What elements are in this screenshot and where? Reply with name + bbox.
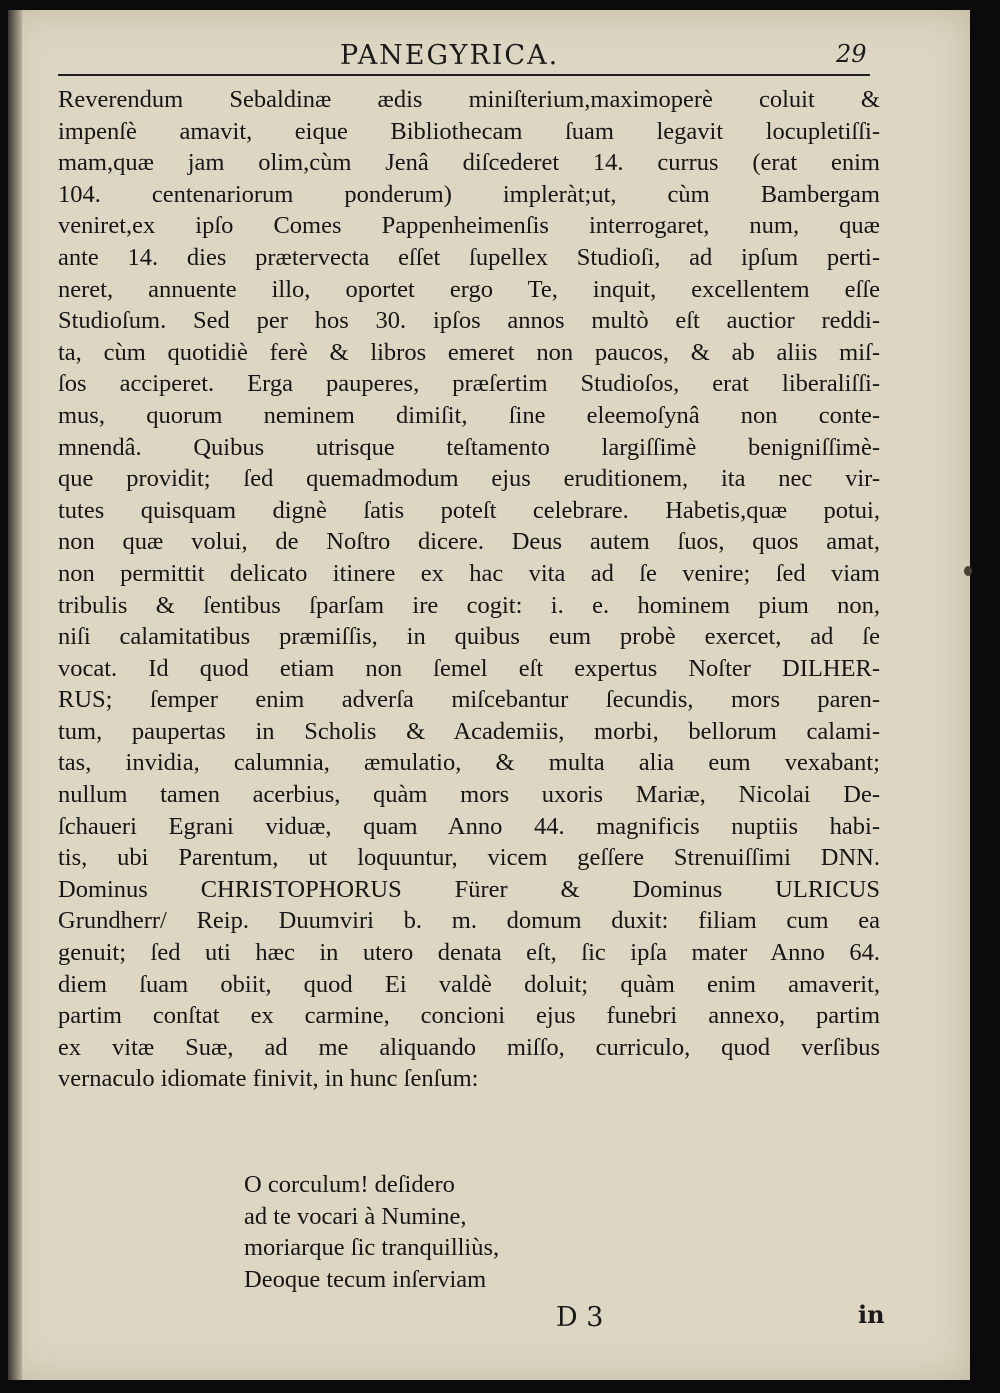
binding-gutter: [8, 10, 22, 1380]
text-line: ex vitæ Suæ, ad me aliquando miſſo, curriculo, quod verſibus: [58, 1033, 880, 1061]
poem-line: moriarque ſic tranquilliùs,: [244, 1234, 500, 1261]
text-line: tas, invidia, calumnia, æmulatio, & multa alia eum vexabant;: [58, 749, 880, 777]
poem-line: ad te vocari à Numine,: [244, 1202, 467, 1230]
poem-line: O corculum! deſidero: [244, 1171, 455, 1198]
text-line: mus, quorum neminem dimiſit, ſine eleemoſynâ non conte-: [58, 401, 880, 429]
text-line: partim conſtat ex carmine, concioni ejus funebri annexo, partim: [58, 1002, 880, 1030]
text-line: vocat. Id quod etiam non ſemel eſt expertus Noſter DILHER-: [58, 654, 880, 682]
text-line: mam,quæ jam olim,cùm Jenâ diſcederet 14. currus (erat enim: [58, 149, 880, 177]
text-line: nullum tamen acerbius, quàm mors uxoris Mariæ, Nicolai De-: [58, 781, 880, 809]
text-line: niſi calamitatibus præmiſſis, in quibus eum probè exercet, ad ſe: [58, 623, 880, 651]
poem-verse: [244, 1169, 764, 1295]
text-line: genuit; ſed uti hæc in utero denata eſt, ſic ipſa mater Anno 64.: [58, 939, 880, 967]
text-line: vernaculo idiomate finivit, in hunc ſenſum:: [58, 1065, 479, 1093]
text-line: 104. centenariorum ponderum) impleràt;ut, cùm Bambergam: [58, 180, 880, 208]
text-line: non quæ volui, de Noſtro dicere. Deus autem ſuos, quos amat,: [58, 528, 880, 556]
text-line: ſos acciperet. Erga pauperes, præſertim Studioſos, erat liberaliſſi-: [58, 370, 880, 398]
text-line: veniret,ex ipſo Comes Pappenheimenſis interrogaret, num, quæ: [58, 212, 880, 240]
signature-mark: D 3: [556, 1302, 604, 1333]
text-line: tum, paupertas in Scholis & Academiis, morbi, bellorum calami-: [58, 717, 880, 745]
text-line: tribulis & ſentibus ſparſam ire cogit: i. e. hominem pium non,: [58, 591, 880, 619]
text-line: ta, cùm quotidiè ferè & libros emeret non paucos, & ab aliis miſ-: [58, 338, 880, 366]
text-line: diem ſuam obiit, quod Ei valdè doluit; quàm enim amaverit,: [58, 970, 880, 998]
text-line: ſchaueri Egrani viduæ, quam Anno 44. magnificis nuptiis habi-: [58, 812, 880, 840]
text-line: tis, ubi Parentum, ut loquuntur, vicem geſſere Strenuiſſimi DNN.: [58, 844, 880, 872]
text-line: neret, annuente illo, oportet ergo Te, inquit, excellentem eſſe: [58, 275, 880, 303]
running-head: [0, 34, 1000, 74]
text-line: impenſè amavit, eique Bibliothecam ſuam legavit locupletiſſi-: [58, 117, 880, 145]
text-line: Studioſum. Sed per hos 30. ipſos annos multò eſt auctior reddi-: [58, 307, 880, 335]
body-text: [58, 84, 880, 1095]
header-rule: [58, 74, 870, 76]
text-line: tutes quisquam dignè ſatis poteſt celebrare. Habetis,quæ potui,: [58, 496, 880, 524]
text-line: Grundherr/ Reip. Duumviri b. m. domum duxit: filiam cum ea: [58, 907, 880, 935]
page-number: 29: [836, 40, 867, 68]
text-line: mnendâ. Quibus utrisque teſtamento largiſſimè benigniſſimè-: [58, 433, 880, 461]
text-line: RUS; ſemper enim adverſa miſcebantur ſecundis, mors paren-: [58, 686, 880, 714]
poem-line: Deoque tecum inſerviam: [244, 1265, 487, 1293]
text-line: Dominus CHRISTOPHORUS Fürer & Dominus ULRICUS: [58, 875, 880, 903]
catchword: in: [858, 1300, 885, 1329]
text-line: que providit; ſed quemadmodum ejus eruditionem, ita nec vir-: [58, 465, 880, 493]
text-line: Reverendum Sebaldinæ ædis miniſterium,maximoperè coluit &: [58, 86, 880, 113]
ink-blot: [964, 566, 972, 576]
text-line: non permittit delicato itinere ex hac vita ad ſe venire; ſed viam: [58, 559, 880, 587]
running-head-title: PANEGYRICA.: [340, 40, 560, 71]
text-line: ante 14. dies prætervecta eſſet ſupellex Studioſi, ad ipſum perti-: [58, 243, 880, 271]
